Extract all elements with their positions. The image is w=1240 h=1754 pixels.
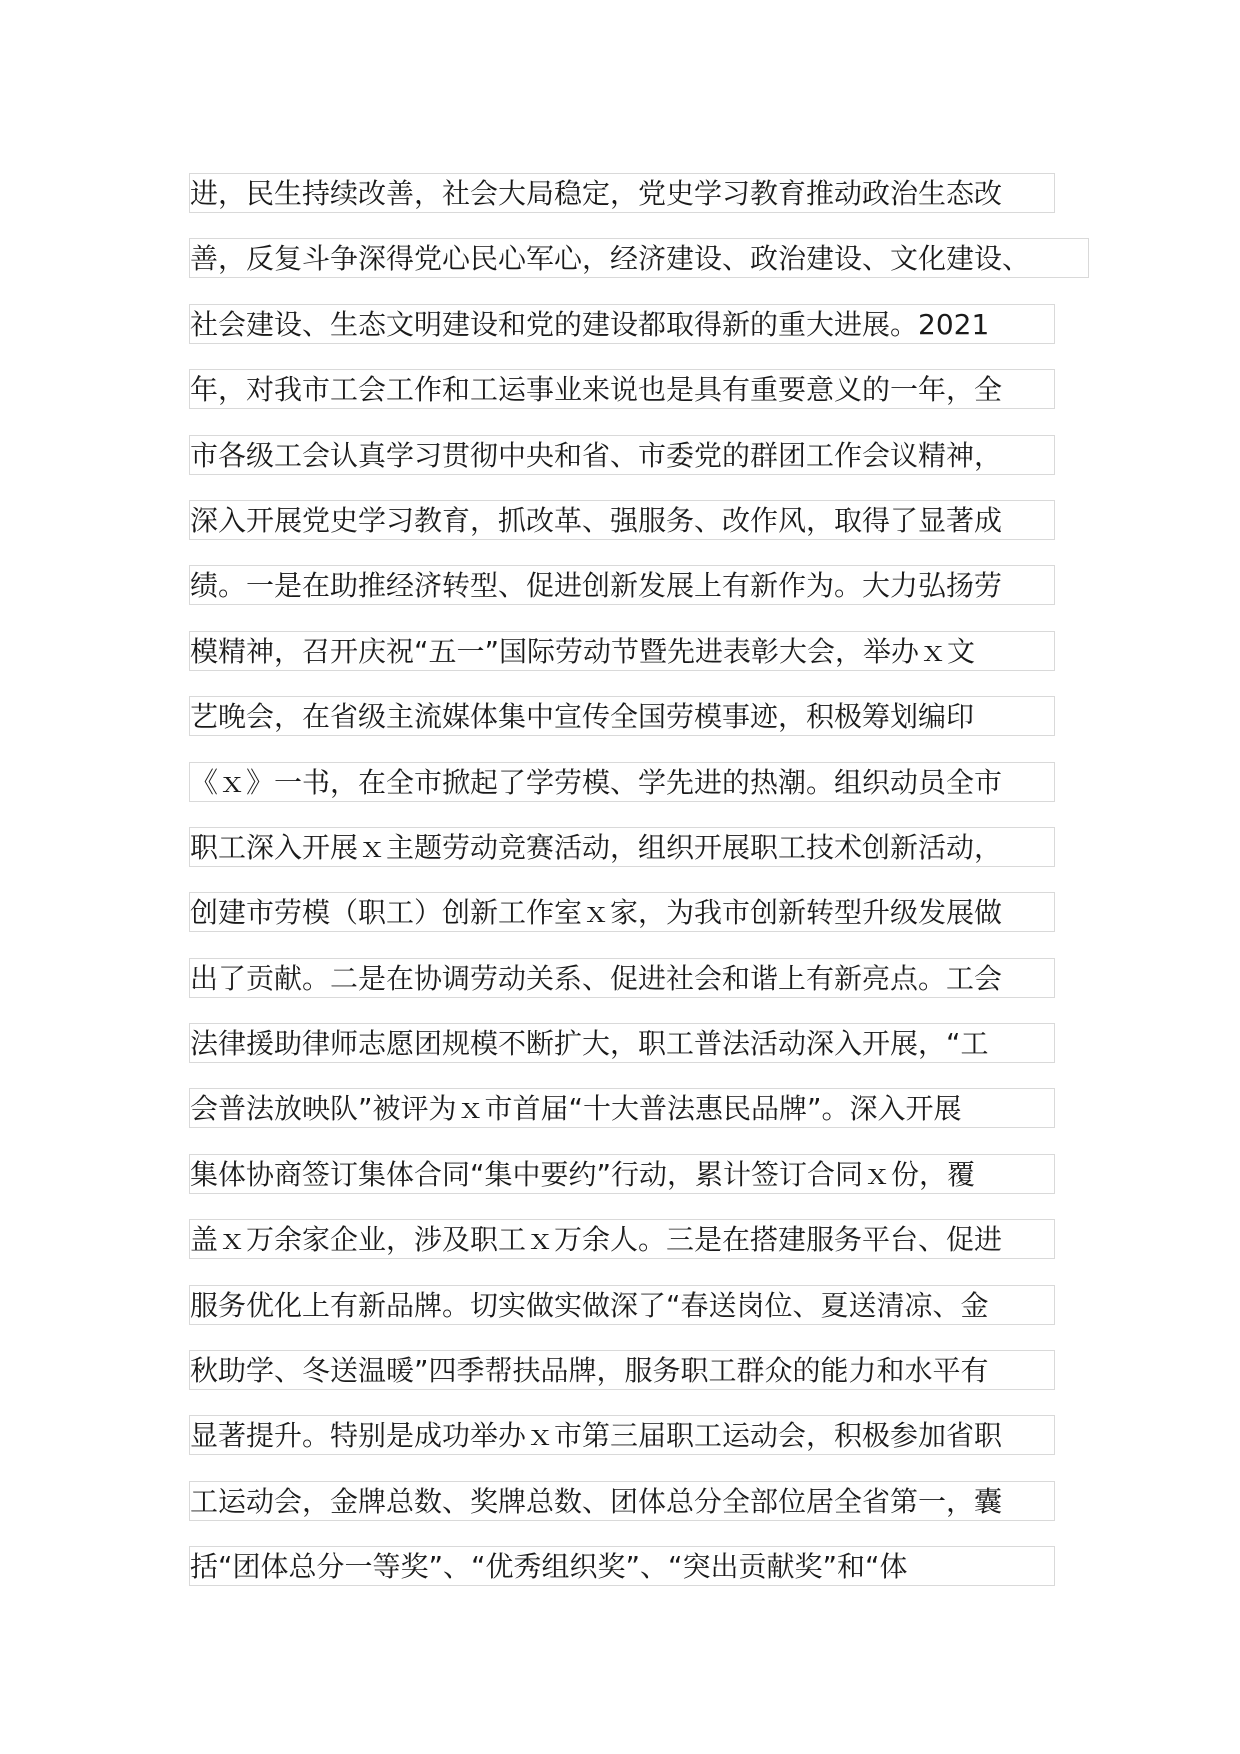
text-line-16: 集体协商签订集体合同“集中要约”行动，累计签订合同ｘ份，覆 <box>189 1154 1055 1194</box>
text-line-3: 社会建设、生态文明建设和党的建设都取得新的重大进展。2021 <box>189 304 1055 344</box>
text-line-10: 《ｘ》一书，在全市掀起了学劳模、学先进的热潮。组织动员全市 <box>189 762 1055 802</box>
text-line-9: 艺晚会，在省级主流媒体集中宣传全国劳模事迹，积极筹划编印 <box>189 696 1055 736</box>
text-line-13: 出了贡献。二是在协调劳动关系、促进社会和谐上有新亮点。工会 <box>189 958 1055 998</box>
text-line-2: 善，反复斗争深得党心民心军心，经济建设、政治建设、文化建设、 <box>189 238 1089 278</box>
text-line-15: 会普法放映队”被评为ｘ市首届“十大普法惠民品牌”。深入开展 <box>189 1088 1055 1128</box>
text-line-17: 盖ｘ万余家企业，涉及职工ｘ万余人。三是在搭建服务平台、促进 <box>189 1219 1055 1259</box>
text-line-20: 显著提升。特别是成功举办ｘ市第三届职工运动会，积极参加省职 <box>189 1415 1055 1455</box>
text-line-19: 秋助学、冬送温暖”四季帮扶品牌，服务职工群众的能力和水平有 <box>189 1350 1055 1390</box>
text-line-11: 职工深入开展ｘ主题劳动竞赛活动，组织开展职工技术创新活动， <box>189 827 1055 867</box>
text-line-22: 括“团体总分一等奖”、“优秀组织奖”、“突出贡献奖”和“体 <box>189 1546 1055 1586</box>
body-paragraph <box>189 173 1089 1612</box>
text-line-6: 深入开展党史学习教育，抓改革、强服务、改作风，取得了显著成 <box>189 500 1055 540</box>
text-line-7: 绩。一是在助推经济转型、促进创新发展上有新作为。大力弘扬劳 <box>189 565 1055 605</box>
text-line-14: 法律援助律师志愿团规模不断扩大，职工普法活动深入开展，“工 <box>189 1023 1055 1063</box>
text-line-4: 年，对我市工会工作和工运事业来说也是具有重要意义的一年，全 <box>189 369 1055 409</box>
text-line-21: 工运动会，金牌总数、奖牌总数、团体总分全部位居全省第一，囊 <box>189 1481 1055 1521</box>
text-line-18: 服务优化上有新品牌。切实做实做深了“春送岗位、夏送清凉、金 <box>189 1285 1055 1325</box>
text-line-5: 市各级工会认真学习贯彻中央和省、市委党的群团工作会议精神， <box>189 435 1055 475</box>
text-line-8: 模精神，召开庆祝“五一”国际劳动节暨先进表彰大会，举办ｘ文 <box>189 631 1055 671</box>
text-line-12: 创建市劳模（职工）创新工作室ｘ家，为我市创新转型升级发展做 <box>189 892 1055 932</box>
text-line-1: 进，民生持续改善，社会大局稳定，党史学习教育推动政治生态改 <box>189 173 1055 213</box>
